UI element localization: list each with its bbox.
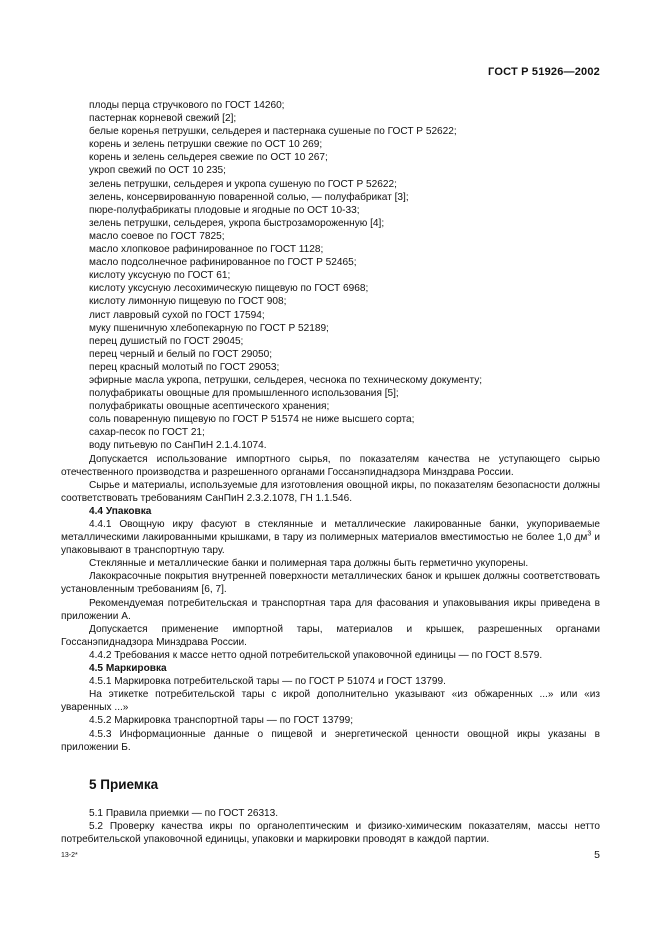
paragraph-4-4-1-text: 4.4.1 Овощную икру фасуют в стеклянные и металлические лакированные банки, укупориваемые металлическими лакированными крышками, в тару из полимерных материалов вместимостью не более 1,0 дм: [61, 519, 600, 544]
paragraph-4-5-2: 4.5.2 Маркировка транспортной тары — по ГОСТ 13799;: [89, 715, 354, 727]
list-item: плоды перца стручкового по ГОСТ 14260;: [89, 100, 285, 111]
paragraph-5-1: 5.1 Правила приемки — по ГОСТ 26313.: [89, 807, 279, 819]
subheading-4-4: 4.4 Упаковка: [89, 505, 152, 517]
list-item: полуфабрикаты овощные для промышленного использования [5];: [89, 388, 399, 400]
list-item: перец черный и белый по ГОСТ 29050;: [89, 348, 273, 360]
list-item: муку пшеничную хлебопекарную по ГОСТ Р 52189;: [89, 322, 329, 334]
page-number: 5: [594, 849, 600, 861]
paragraph-raw-safety: Сырье и материалы, используемые для изготовления овощной икры, по показателям безопасности должны соответствовать требованиям СанПиН 2.3.2.1078, ГН 1.1.546.: [61, 479, 600, 504]
subheading-4-5: 4.5 Маркировка: [89, 663, 167, 675]
list-item: перец красный молотый по ГОСТ 29053;: [89, 361, 280, 373]
superscript-3: 3: [587, 530, 592, 538]
paragraph-recommended: Рекомендуемая потребительская и транспортная тара для фасования и упаковывания икры приведена в приложении А.: [61, 597, 600, 622]
list-item: полуфабрикаты овощные асептического хранения;: [89, 401, 330, 413]
list-item: кислоту лимонную пищевую по ГОСТ 908;: [89, 296, 287, 308]
list-item: воду питьевую по СанПиН 2.1.4.1074.: [89, 440, 267, 452]
paragraph-4-4-1-tail: и упаковывают в транспортную тару.: [61, 532, 600, 557]
list-item: зелень петрушки, сельдерея, укропа быстрозамороженную [4];: [89, 217, 385, 229]
paragraph-4-5-1: 4.5.1 Маркировка потребительской тары — по ГОСТ Р 51074 и ГОСТ 13799.: [89, 676, 446, 688]
list-item: кислоту уксусную лесохимическую пищевую по ГОСТ 6968;: [89, 283, 369, 295]
section-5-heading: 5 Приемка: [89, 776, 159, 792]
list-item: эфирные масла укропа, петрушки, сельдерея, чеснока по техническому документу;: [89, 374, 483, 386]
page-content: [61, 99, 600, 846]
list-item: белые коренья петрушки, сельдерея и пастернака сушеные по ГОСТ Р 52622;: [89, 126, 457, 138]
list-item: зелень петрушки, сельдерея и укропа сушеную по ГОСТ Р 52622;: [89, 178, 397, 190]
list-item: масло хлопковое рафинированное по ГОСТ 1128;: [89, 244, 324, 256]
list-item: сахар-песок по ГОСТ 21;: [89, 427, 205, 439]
list-item: масло подсолнечное рафинированное по ГОСТ Р 52465;: [89, 257, 357, 269]
list-item: перец душистый по ГОСТ 29045;: [89, 335, 244, 347]
list-item: пюре-полуфабрикаты плодовые и ягодные по ОСТ 10-33;: [89, 204, 360, 216]
list-item: корень и зелень сельдерея свежие по ОСТ 10 267;: [89, 152, 328, 164]
paragraph-glass: Стеклянные и металлические банки и полимерная тара должны быть герметично укупорены.: [89, 558, 529, 570]
list-item: пастернак корневой свежий [2];: [89, 113, 237, 125]
paragraph-5-2: 5.2 Проверку качества икры по органолептическим и физико-химическим показателям, массы нетто потребительской упаковочной единицы, упаковки и маркировки проводят в каждой партии.: [61, 820, 600, 845]
paragraph-import-raw: Допускается использование импортного сырья, по показателям качества не уступающего сырью отечественного производства и разрешенного органами Госсанэпиднадзора Минздрава России.: [61, 453, 600, 478]
list-item: укроп свежий по ОСТ 10 235;: [89, 165, 226, 177]
paragraph-lacquer: Лакокрасочные покрытия внутренней поверхности металлических банок и крышек должны соответствовать установленным требованиям [6, 7].: [61, 571, 600, 596]
list-item: кислоту уксусную по ГОСТ 61;: [89, 270, 231, 282]
paragraph-label: На этикетке потребительской тары с икрой дополнительно указывают «из обжаренных ...» или «из уваренных ...»: [61, 689, 600, 714]
paragraph-4-4-2: 4.4.2 Требования к массе нетто одной потребительской упаковочной единицы — по ГОСТ 8.579.: [89, 649, 543, 661]
list-item: масло соевое по ГОСТ 7825;: [89, 230, 225, 242]
paragraph-4-5-3: 4.5.3 Информационные данные о пищевой и энергетической ценности овощной икры указаны в приложении Б.: [61, 728, 600, 753]
ingredient-list: [61, 99, 600, 453]
list-item: соль поваренную пищевую по ГОСТ Р 51574 не ниже высшего сорта;: [89, 414, 415, 426]
paragraph-4-4-1: [61, 518, 600, 557]
list-item: корень и зелень петрушки свежие по ОСТ 10 269;: [89, 139, 323, 151]
list-item: зелень, консервированную поваренной солью, — полуфабрикат [3];: [89, 191, 409, 203]
paragraph-import-tare: Допускается применение импортной тары, материалов и крышек, разрешенных органами Госсанэпиднадзора Минздрава России.: [61, 623, 600, 648]
list-item: лист лавровый сухой по ГОСТ 17594;: [89, 309, 265, 321]
document-id-header: ГОСТ Р 51926—2002: [488, 66, 600, 78]
footer-sheet-mark: 13-2*: [61, 852, 78, 859]
